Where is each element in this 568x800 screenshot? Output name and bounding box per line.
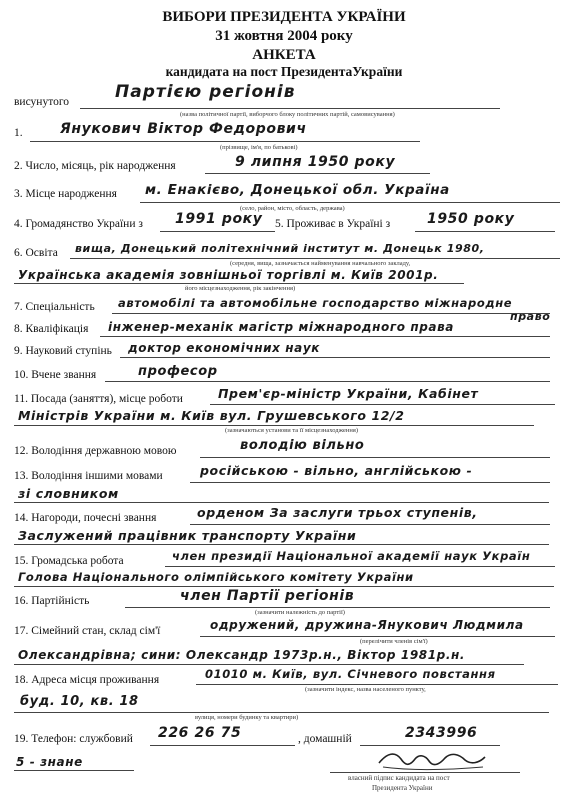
nominator-value: Партією регіонів xyxy=(115,82,296,102)
party-value: член Партії регіонів xyxy=(180,588,355,604)
field-6-label: 6. Освіта xyxy=(14,247,58,259)
home-phone-label: , домашній xyxy=(298,733,352,745)
signature-caption-2: Президента України xyxy=(372,784,433,792)
field-7-label: 7. Спеціальність xyxy=(14,301,95,313)
family-caption: (перелічити членів сім'ї) xyxy=(360,638,428,645)
field-13-label: 13. Володіння іншими мовами xyxy=(14,470,163,482)
position-value-1: Прем'єр-міністр України, Кабінет xyxy=(218,386,479,401)
header-date: 31 жовтня 2004 року xyxy=(215,28,353,44)
academic-title-value: професор xyxy=(138,364,218,379)
field-15-label: 15. Громадська робота xyxy=(14,555,124,567)
field-11-label: 11. Посада (заняття), місце роботи xyxy=(14,393,183,405)
education-value-1: вища, Донецький політехнічний інститут м. Донецьк 1980, xyxy=(75,242,485,255)
header-subtitle: кандидата на пост ПрезидентаУкраїни xyxy=(165,64,403,79)
field-2-label: 2. Число, місяць, рік народження xyxy=(14,160,176,172)
citizenship-value: 1991 року xyxy=(175,211,263,227)
nominator-label: висунутого xyxy=(14,96,69,108)
field-17-label: 17. Сімейний стан, склад сім'ї xyxy=(14,625,161,637)
residence-value: 1950 року xyxy=(427,211,515,227)
awards-value-2: Заслужений працівник транспорту України xyxy=(18,528,357,543)
address-caption-2: вулиця, номери будинку та квартири) xyxy=(195,714,299,721)
nominator-caption: (назва політичної партії, виборчого блоку політичних партій, самовисування) xyxy=(180,111,395,118)
field-19-label: 19. Телефон: службовий xyxy=(14,733,133,745)
qualification-extra: право xyxy=(510,310,551,323)
header-form-title: АНКЕТА xyxy=(252,47,316,63)
field-4-label: 4. Громадянство України з xyxy=(14,218,143,230)
degree-value: доктор економічних наук xyxy=(128,341,321,355)
family-value-1: одружений, дружина-Янукович Людмила xyxy=(210,618,524,632)
other-languages-value-2: зі словником xyxy=(18,486,119,501)
field-10-label: 10. Вчене звання xyxy=(14,369,97,381)
position-value-2: Міністрів України м. Київ вул. Грушевського 12/2 xyxy=(18,408,405,423)
birth-place-caption: (село, район, місто, область, держава) xyxy=(240,205,345,212)
party-caption: (зазначити належність до партії) xyxy=(255,609,345,616)
field-9-label: 9. Науковий ступінь xyxy=(14,345,112,357)
address-value-2: буд. 10, кв. 18 xyxy=(20,694,139,709)
family-value-2: Олександрівна; сини: Олександр 1973р.н., Віктор 1981р.н. xyxy=(18,648,466,662)
work-phone-value: 226 26 75 xyxy=(158,725,242,741)
qualification-value: інженер-механік магістр міжнародного права xyxy=(108,320,454,334)
signature-image xyxy=(375,745,490,775)
field-14-label: 14. Нагороди, почесні звання xyxy=(14,512,157,524)
field-16-label: 16. Партійність xyxy=(14,595,90,607)
header-title: ВИБОРИ ПРЕЗИДЕНТА УКРАЇНИ xyxy=(162,9,406,25)
signature-caption-1: власний підпис кандидата на пост xyxy=(348,774,450,782)
state-language-value: володію вільно xyxy=(240,438,365,453)
public-work-value-1: член президії Національної академії наук Україн xyxy=(172,549,531,563)
birth-place-value: м. Енакієво, Донецької обл. Україна xyxy=(145,182,450,198)
home-phone-value: 2343996 xyxy=(405,725,478,741)
address-caption-1: (зазначити індекс, назва населеного пункту, xyxy=(305,686,426,693)
field-1-label: 1. xyxy=(14,127,23,139)
footer-note: 5 - знане xyxy=(16,755,83,769)
field-3-label: 3. Місце народження xyxy=(14,188,117,200)
field-12-label: 12. Володіння державною мовою xyxy=(14,445,177,457)
education-caption-2: його місцезнаходження, рік закінчення) xyxy=(185,285,296,292)
full-name-value: Янукович Віктор Федорович xyxy=(60,121,307,137)
full-name-caption: (прізвище, ім'я, по батькові) xyxy=(220,144,298,151)
other-languages-value-1: російською - вільно, англійською - xyxy=(200,463,473,478)
education-caption-1: (середня, вища, зазначається найменування навчального закладу, xyxy=(230,260,411,267)
position-caption: (зазначаються установи та її місцезнаходження) xyxy=(225,427,358,434)
awards-value-1: орденом За заслуги трьох ступенів, xyxy=(197,505,478,520)
field-8-label: 8. Кваліфікація xyxy=(14,323,89,335)
birth-date-value: 9 липня 1950 року xyxy=(235,154,396,170)
field-18-label: 18. Адреса місця проживання xyxy=(14,674,160,686)
specialty-value: автомобілі та автомобільне господарство міжнародне xyxy=(118,296,513,310)
address-value-1: 01010 м. Київ, вул. Січневого повстання xyxy=(205,667,496,681)
public-work-value-2: Голова Національного олімпійського комітету України xyxy=(18,570,414,584)
field-5-label: 5. Проживає в Україні з xyxy=(275,218,391,230)
education-value-2: Українська академія зовнішньої торгівлі м. Київ 2001р. xyxy=(18,268,439,282)
